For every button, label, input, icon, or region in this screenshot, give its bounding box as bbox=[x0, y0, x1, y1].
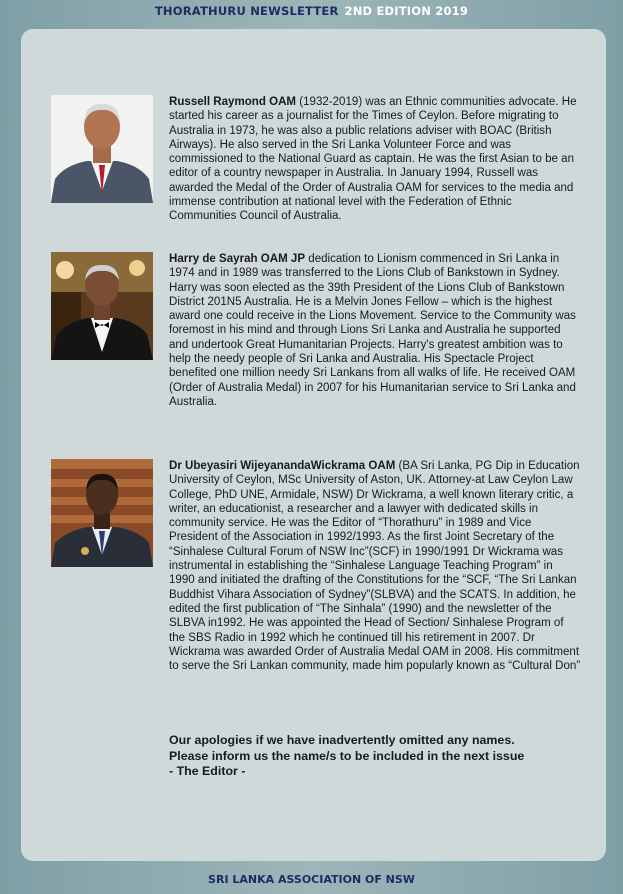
bio-text: (1932-2019) was an Ethnic communities advocate. He started his career as a journalist for the Times of Ceylon. Before migrating to Australia in 1973, he was also a public relations adviser with BOAC (British Airways). He also served in the Sri Lanka Volunteer Force and was commissioned to the National Guard as captain. He was the first Asian to be an editor of a country newspaper in Australia. In January 1994, Russell was awarded the Medal of the Order of Australia OAM for services to the media and immense contribution at national level with the Federation of Ethnic Communities Council of Australia. bbox=[169, 96, 577, 223]
apology-line: Our apologies if we have inadvertently omitted any names. bbox=[169, 733, 515, 747]
bio-ubeyasiri-wickrama bbox=[169, 459, 581, 673]
portrait-russell-raymond bbox=[51, 95, 153, 203]
portrait-ubeyasiri-wickrama bbox=[51, 459, 153, 567]
content-card bbox=[21, 29, 606, 861]
apology-line: Please inform us the name/s to be included in the next issue bbox=[169, 748, 525, 763]
newsletter-title: THORATHURU NEWSLETTER bbox=[154, 4, 339, 18]
association-footer: SRI LANKA ASSOCIATION OF NSW bbox=[208, 873, 415, 886]
bio-name: Dr Ubeyasiri WijeyanandaWickrama OAM bbox=[169, 460, 396, 472]
edition-label: 2ND EDITION 2019 bbox=[344, 4, 469, 18]
editor-apology bbox=[169, 733, 589, 780]
bio-text: (BA Sri Lanka, PG Dip in Education University of Ceylon, MSc University of Aston, UK. Attorney-at Law Ceylon Law College, PhD UNE, Armidale, NSW) Dr Wickrama, a well known literary critic, a writer, an educationist, a researcher and a lawyer with dedicated skills in community service. He was the Editor of “Thorathuru” in 1989 and Vice President of the Association in 1992/1993. As the first Joint Secretary of the “Sinhalese Cultural Forum of NSW Inc”(SCF) in 1990/1991 Dr Wickrama was instrumental in establishing the “Sinhalese Language Teaching Program” in 1990 and initiated the drafting of the Constitutions for the “SCF, “The Sri Lankan Buddhist Vihara Association of Sydney”(SLBVA) and the SCATS. In addition, he edited the first publication of “The Sinhala” (1990) and the newsletter of the SLBVA in1992. He was appointed the Head of Section/ Sinhalese Program of the SBS Radio in 1992 which he continued till his retirement in 2007. Dr Wickrama was awarded Order of Australia Medal OAM in 2008. His commitment to serve the Sri Lankan community, made him popularly known as “Cultural Don” bbox=[169, 460, 581, 673]
editor-signature: - The Editor - bbox=[169, 764, 246, 778]
bio-russell-raymond bbox=[169, 95, 581, 224]
portrait-harry-de-sayrah bbox=[51, 252, 153, 360]
bio-name: Russell Raymond OAM bbox=[169, 96, 297, 108]
newsletter-header bbox=[0, 0, 623, 22]
bio-text: dedication to Lionism commenced in Sri Lanka in 1974 and in 1989 was transferred to the Lions Club of Bankstown in Sydney. Harry was soon elected as the 39th President of the Lions Club of Bankstown District 201N5 Australia. He is a Melvin Jones Fellow – which is the highest award one could receive in the Lions Movement. Service to the Community was foremost in his mind and through Lions Sri Lanka and Australia he supported and undertook Great Humanitarian Projects. Harry's greatest ambition was to help the needy people of Sri Lanka and Australia. His Spectacle Project benefited one million needy Sri Lankans from all walks of life. He received OAM (Order of Australia Medal) in 2007 for his Humanitarian service to Sri Lanka and Australia. bbox=[169, 253, 576, 408]
bio-harry-de-sayrah bbox=[169, 252, 581, 409]
bio-name: Harry de Sayrah OAM JP bbox=[169, 253, 306, 265]
